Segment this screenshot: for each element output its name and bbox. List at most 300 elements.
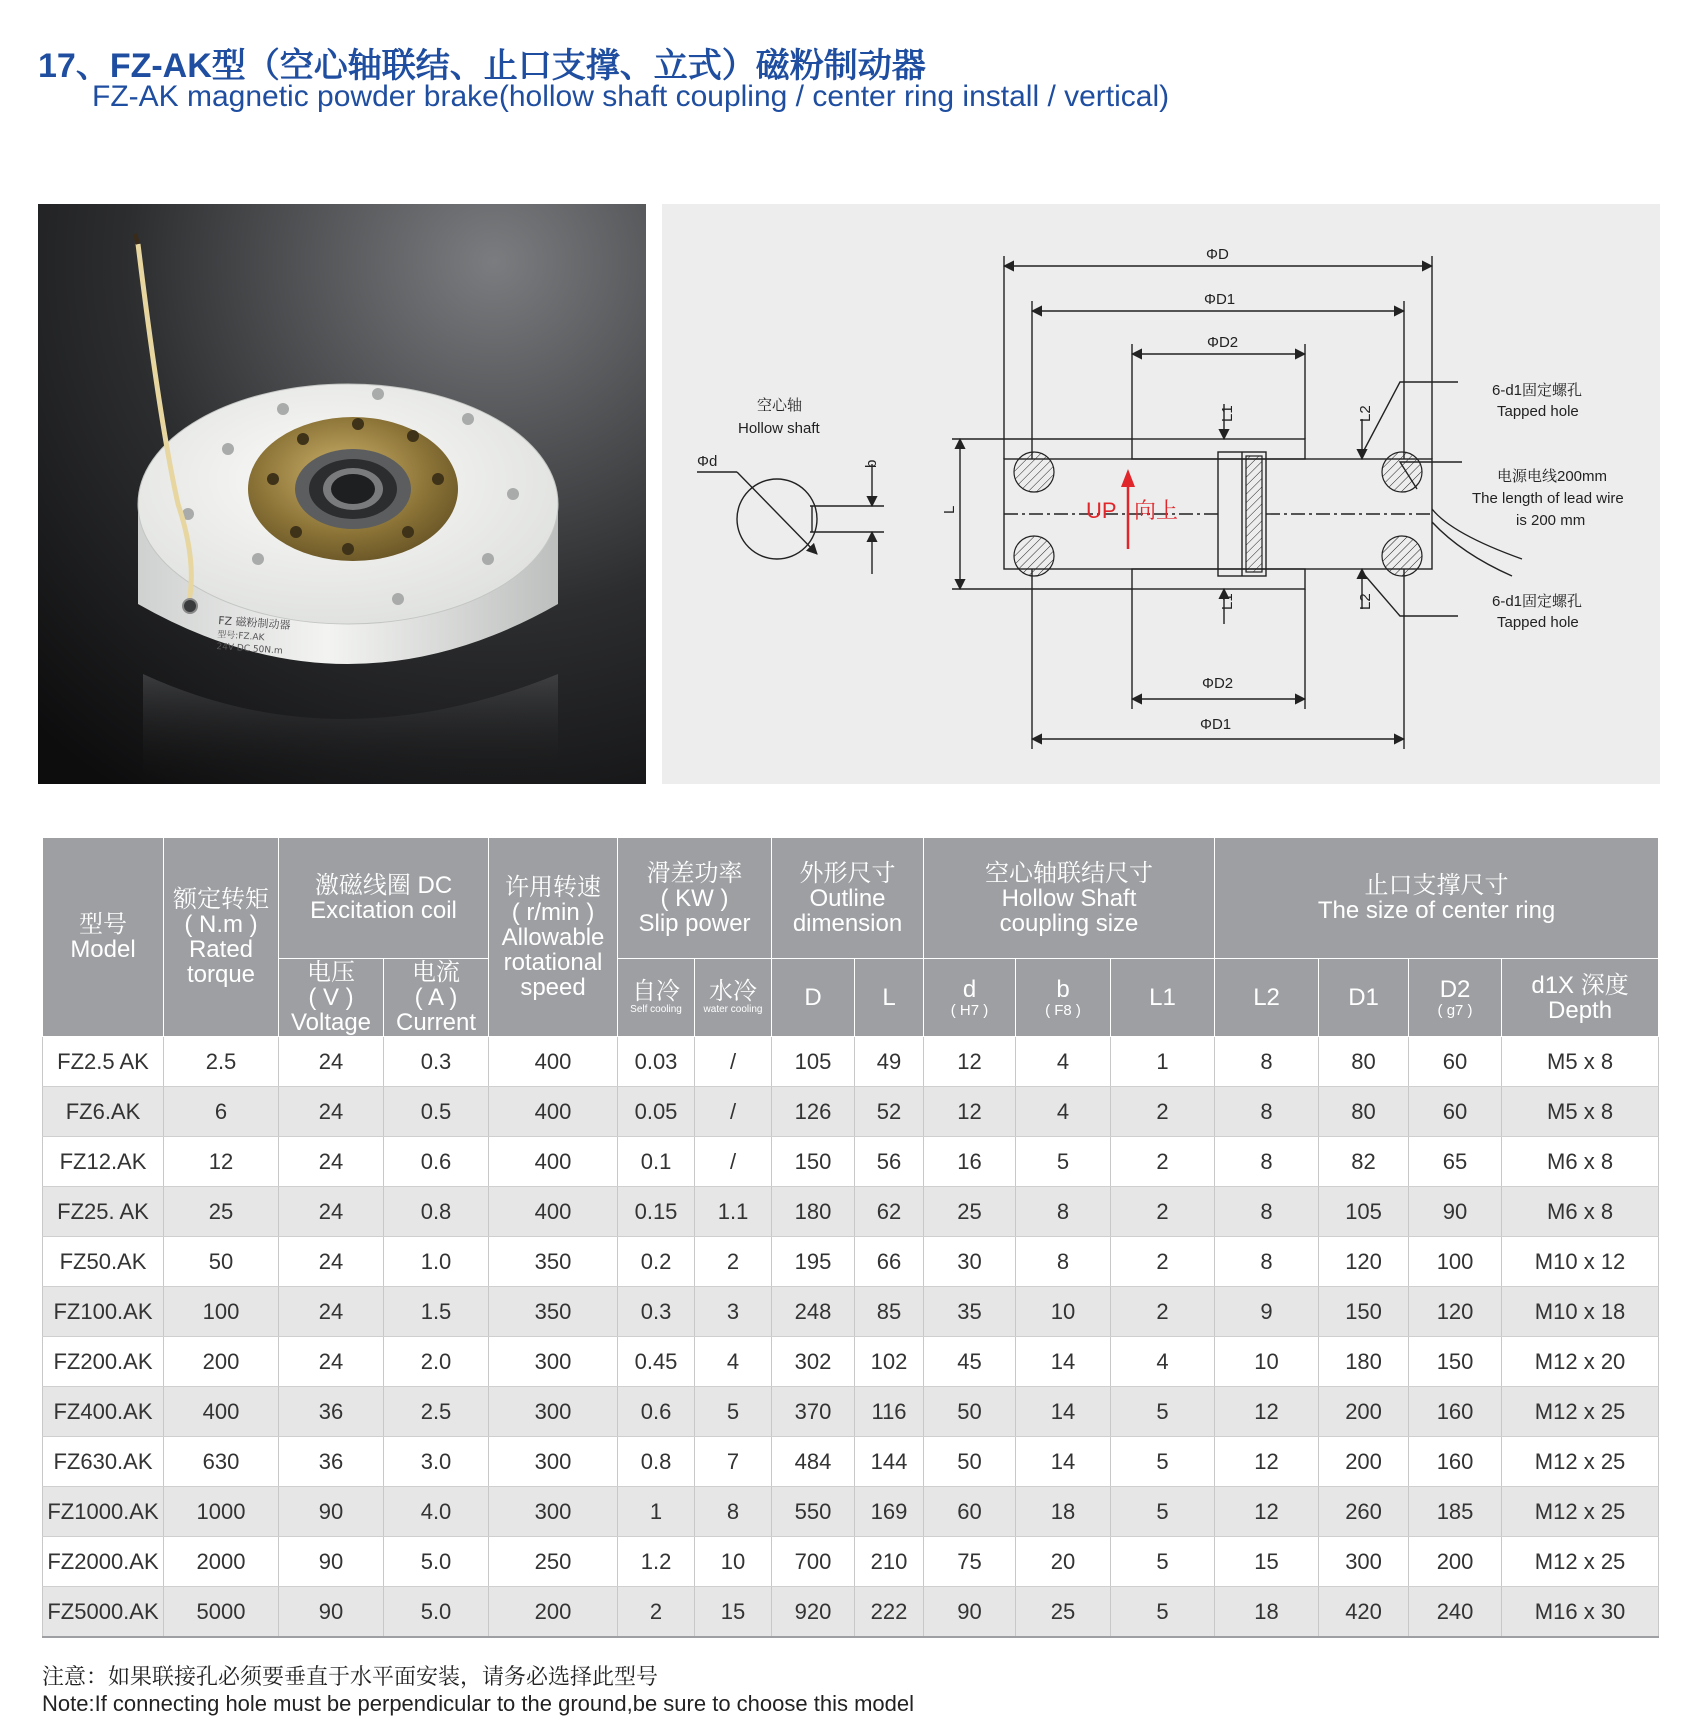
header-d-label: d <box>962 975 977 1003</box>
table-cell: 35 <box>924 1287 1016 1337</box>
header-L2: L2 <box>1215 959 1319 1037</box>
table-cell: 50 <box>924 1387 1016 1437</box>
header-self-cooling-cn: 自冷 <box>632 978 681 1005</box>
header-current-unit: ( A ) <box>414 984 458 1011</box>
table-row <box>43 1137 1659 1187</box>
dim-L2-bottom: L2 <box>1357 593 1374 610</box>
table-cell: 85 <box>855 1287 924 1337</box>
table-cell: 2 <box>1111 1137 1215 1187</box>
table-cell: 0.1 <box>618 1137 695 1187</box>
table-cell: 185 <box>1409 1487 1502 1537</box>
table-cell: 8 <box>1215 1187 1319 1237</box>
photo-label-line-3: 24V DC 50N.m <box>216 641 283 657</box>
table-cell: M12 x 25 <box>1502 1537 1659 1587</box>
table-cell: 0.15 <box>618 1187 695 1237</box>
table-cell: 180 <box>772 1187 855 1237</box>
dim-L1-bottom: L1 <box>1219 593 1236 610</box>
table-cell: 0.6 <box>618 1387 695 1437</box>
table-cell: 420 <box>1319 1587 1409 1638</box>
table-cell: FZ1000.AK <box>43 1487 164 1537</box>
page-title-cn: 17、FZ-AK型（空心轴联结、止口支撑、立式）磁粉制动器 <box>38 47 926 85</box>
table-cell: 8 <box>1215 1087 1319 1137</box>
table-cell: 0.5 <box>384 1087 489 1137</box>
table-cell: 10 <box>695 1537 772 1587</box>
table-cell: 90 <box>924 1587 1016 1638</box>
table-cell: 5 <box>1111 1437 1215 1487</box>
table-cell: 400 <box>489 1187 618 1237</box>
table-cell: 2 <box>695 1237 772 1287</box>
table-cell: 5 <box>1111 1537 1215 1587</box>
photo-label-line-2: 型号:FZ.AK <box>216 629 265 644</box>
header-self-cooling-en: Self cooling <box>630 1004 682 1015</box>
table-row <box>43 1587 1659 1638</box>
table-cell: 8 <box>695 1487 772 1537</box>
table-cell: 5 <box>695 1387 772 1437</box>
table-cell: M6 x 8 <box>1502 1187 1659 1237</box>
header-torque <box>164 838 279 1037</box>
table-cell: 116 <box>855 1387 924 1437</box>
header-current-en: Current <box>395 1009 477 1036</box>
table-cell: 484 <box>772 1437 855 1487</box>
table-cell: 400 <box>164 1387 279 1437</box>
table-cell: 12 <box>164 1137 279 1187</box>
header-b <box>1016 959 1111 1037</box>
table-cell: 49 <box>855 1037 924 1087</box>
table-cell: 222 <box>855 1587 924 1638</box>
table-cell: 1 <box>1111 1037 1215 1087</box>
table-cell: 3.0 <box>384 1437 489 1487</box>
table-cell: FZ2000.AK <box>43 1537 164 1587</box>
table-cell: 2000 <box>164 1537 279 1587</box>
header-voltage-unit: ( V ) <box>308 984 354 1011</box>
header-torque-en-2: torque <box>186 961 256 988</box>
header-d1-depth <box>1502 959 1659 1037</box>
header-water-cooling-cn: 水冷 <box>709 978 758 1005</box>
header-hollow-en-2: coupling size <box>999 909 1139 937</box>
table-cell: FZ400.AK <box>43 1387 164 1437</box>
table-cell: 100 <box>1409 1237 1502 1287</box>
dim-phi-d2-bottom: ΦD2 <box>1202 675 1234 692</box>
header-D2 <box>1409 959 1502 1037</box>
technical-drawing <box>662 204 1660 784</box>
table-cell: 4 <box>695 1337 772 1387</box>
hollow-shaft-cn: 空心轴 <box>757 397 803 414</box>
dim-phi-d2-top: ΦD2 <box>1207 334 1239 351</box>
table-cell: 90 <box>279 1487 384 1537</box>
header-hollow-cn: 空心轴联结尺寸 <box>985 859 1154 887</box>
hollow-shaft-en: Hollow shaft <box>738 420 820 437</box>
dim-L: L <box>941 505 958 514</box>
table-cell: 15 <box>695 1587 772 1638</box>
footnote-en: Note:If connecting hole must be perpendicular to the ground,be sure to choose this model <box>42 1691 914 1716</box>
table-cell: / <box>695 1037 772 1087</box>
header-speed <box>489 838 618 1037</box>
table-cell: 300 <box>489 1437 618 1487</box>
table-cell: 4 <box>1016 1087 1111 1137</box>
header-d <box>924 959 1016 1037</box>
table-cell: 300 <box>489 1487 618 1537</box>
dim-small-d: Φd <box>697 453 718 470</box>
table-cell: 4.0 <box>384 1487 489 1537</box>
table-cell: 1.1 <box>695 1187 772 1237</box>
table-cell: M6 x 8 <box>1502 1137 1659 1187</box>
header-L1: L1 <box>1111 959 1215 1037</box>
table-cell: 210 <box>855 1537 924 1587</box>
lead-wire-cn: 电源电线200mm <box>1497 468 1608 485</box>
table-cell: 120 <box>1409 1287 1502 1337</box>
header-D2-label: D2 <box>1439 975 1471 1003</box>
table-cell: 50 <box>924 1437 1016 1487</box>
table-cell: FZ6.AK <box>43 1087 164 1137</box>
table-cell: 5 <box>1016 1137 1111 1187</box>
table-cell: 14 <box>1016 1387 1111 1437</box>
table-cell: 300 <box>489 1337 618 1387</box>
footnote <box>42 1663 914 1717</box>
table-cell: / <box>695 1137 772 1187</box>
table-cell: 2 <box>1111 1237 1215 1287</box>
table-cell: M12 x 25 <box>1502 1487 1659 1537</box>
photo-label-line-1: FZ 磁粉制动器 <box>217 614 291 633</box>
table-cell: 8 <box>1215 1037 1319 1087</box>
table-cell: 82 <box>1319 1137 1409 1187</box>
table-cell: 1.0 <box>384 1237 489 1287</box>
header-coil <box>279 838 489 959</box>
table-cell: 150 <box>1409 1337 1502 1387</box>
table-cell: 5.0 <box>384 1587 489 1638</box>
header-b-tolerance: ( F8 ) <box>1045 1001 1081 1019</box>
header-ring <box>1215 838 1659 959</box>
table-cell: 16 <box>924 1137 1016 1187</box>
table-cell: 200 <box>164 1337 279 1387</box>
header-water-cooling <box>695 959 772 1037</box>
table-cell: 25 <box>924 1187 1016 1237</box>
table-cell: 2 <box>1111 1187 1215 1237</box>
table-cell: 250 <box>489 1537 618 1587</box>
header-current <box>384 959 489 1037</box>
table-cell: 150 <box>772 1137 855 1187</box>
table-cell: 30 <box>924 1237 1016 1287</box>
header-hollow-en-1: Hollow Shaft <box>1001 884 1137 912</box>
table-cell: 0.8 <box>384 1187 489 1237</box>
table-cell: M12 x 25 <box>1502 1387 1659 1437</box>
header-outline <box>772 838 924 959</box>
table-cell: 45 <box>924 1337 1016 1387</box>
table-cell: 18 <box>1215 1587 1319 1638</box>
table-cell: 60 <box>1409 1037 1502 1087</box>
table-cell: 80 <box>1319 1087 1409 1137</box>
table-cell: 10 <box>1016 1287 1111 1337</box>
table-cell: FZ25. AK <box>43 1187 164 1237</box>
table-cell: 370 <box>772 1387 855 1437</box>
header-speed-en-1: Allowable <box>501 923 605 951</box>
header-voltage-cn: 电压 <box>307 959 355 986</box>
up-label-cn: 向上 <box>1134 498 1179 523</box>
lead-wire-en-1: The length of lead wire <box>1472 490 1624 507</box>
table-cell: 36 <box>279 1387 384 1437</box>
table-row <box>43 1237 1659 1287</box>
table-cell: 126 <box>772 1087 855 1137</box>
table-cell: 25 <box>164 1187 279 1237</box>
table-cell: FZ12.AK <box>43 1137 164 1187</box>
table-cell: 400 <box>489 1137 618 1187</box>
header-D: D <box>772 959 855 1037</box>
table-cell: 100 <box>164 1287 279 1337</box>
table-cell: 15 <box>1215 1537 1319 1587</box>
table-cell: 18 <box>1016 1487 1111 1537</box>
table-row <box>43 1537 1659 1587</box>
table-cell: 300 <box>489 1387 618 1437</box>
table-cell: 65 <box>1409 1137 1502 1187</box>
table-cell: FZ5000.AK <box>43 1587 164 1638</box>
table-cell: 24 <box>279 1337 384 1387</box>
table-cell: 8 <box>1016 1237 1111 1287</box>
table-cell: 10 <box>1215 1337 1319 1387</box>
header-slip-cn: 滑差功率 <box>646 859 743 887</box>
table-cell: 14 <box>1016 1337 1111 1387</box>
table-cell: 5.0 <box>384 1537 489 1587</box>
tapped-hole-top-en: Tapped hole <box>1497 403 1579 420</box>
table-cell: 90 <box>279 1537 384 1587</box>
product-photo <box>38 204 646 784</box>
table-cell: 120 <box>1319 1237 1409 1287</box>
table-cell: FZ630.AK <box>43 1437 164 1487</box>
table-cell: 248 <box>772 1287 855 1337</box>
table-cell: 50 <box>164 1237 279 1287</box>
table-cell: M5 x 8 <box>1502 1037 1659 1087</box>
table-row <box>43 1287 1659 1337</box>
table-cell: 56 <box>855 1137 924 1187</box>
table-cell: 5 <box>1111 1587 1215 1638</box>
page-title-en: FZ-AK magnetic powder brake(hollow shaft coupling / center ring install / vertical) <box>92 80 1170 113</box>
table-cell: 1.2 <box>618 1537 695 1587</box>
table-cell: 90 <box>1409 1187 1502 1237</box>
table-cell: 105 <box>772 1037 855 1087</box>
table-cell: 0.45 <box>618 1337 695 1387</box>
table-cell: 400 <box>489 1087 618 1137</box>
header-model-en: Model <box>70 936 136 963</box>
header-voltage-en: Voltage <box>290 1009 372 1036</box>
table-cell: 920 <box>772 1587 855 1638</box>
header-speed-cn: 许用转速 <box>505 873 602 901</box>
table-cell: 200 <box>1319 1437 1409 1487</box>
table-cell: 0.6 <box>384 1137 489 1187</box>
table-cell: 4 <box>1016 1037 1111 1087</box>
table-cell: 150 <box>1319 1287 1409 1337</box>
table-cell: 0.3 <box>384 1037 489 1087</box>
header-outline-en-2: dimension <box>792 909 903 937</box>
table-row <box>43 1437 1659 1487</box>
table-cell: 2.5 <box>164 1037 279 1087</box>
table-cell: 75 <box>924 1537 1016 1587</box>
table-cell: 66 <box>855 1237 924 1287</box>
table-cell: 195 <box>772 1237 855 1287</box>
header-model-cn: 型号 <box>79 911 127 938</box>
table-cell: 2 <box>618 1587 695 1638</box>
table-cell: 90 <box>279 1587 384 1638</box>
table-cell: 20 <box>1016 1537 1111 1587</box>
table-cell: M12 x 25 <box>1502 1437 1659 1487</box>
table-cell: 1000 <box>164 1487 279 1537</box>
table-cell: 14 <box>1016 1437 1111 1487</box>
table-cell: 24 <box>279 1187 384 1237</box>
header-outline-cn: 外形尺寸 <box>799 859 896 887</box>
header-speed-en-3: speed <box>520 973 586 1001</box>
table-cell: 160 <box>1409 1437 1502 1487</box>
tapped-hole-top-cn: 6-d1固定螺孔 <box>1492 382 1583 399</box>
table-cell: 630 <box>164 1437 279 1487</box>
table-cell: 60 <box>1409 1087 1502 1137</box>
table-cell: 0.05 <box>618 1087 695 1137</box>
table-cell: 2.0 <box>384 1337 489 1387</box>
table-cell: 24 <box>279 1037 384 1087</box>
table-cell: 5 <box>1111 1387 1215 1437</box>
table-cell: 25 <box>1016 1587 1111 1638</box>
header-slip <box>618 838 772 959</box>
table-cell: 400 <box>489 1037 618 1087</box>
table-cell: 200 <box>1409 1537 1502 1587</box>
spec-table <box>42 837 1659 1638</box>
table-cell: 6 <box>164 1087 279 1137</box>
dim-L2-top: L2 <box>1357 405 1374 422</box>
table-cell: 160 <box>1409 1387 1502 1437</box>
table-cell: 200 <box>1319 1387 1409 1437</box>
header-torque-cn: 额定转矩 <box>173 886 269 913</box>
header-model <box>43 838 164 1037</box>
table-cell: / <box>695 1087 772 1137</box>
table-cell: 350 <box>489 1287 618 1337</box>
header-coil-en: Excitation coil <box>310 897 457 924</box>
table-cell: 302 <box>772 1337 855 1387</box>
table-cell: 8 <box>1215 1237 1319 1287</box>
footnote-cn: 注意：如果联接孔必须要垂直于水平面安装，请务必选择此型号 <box>42 1664 659 1689</box>
table-row <box>43 1037 1659 1087</box>
table-cell: 12 <box>1215 1437 1319 1487</box>
dim-phi-d: ΦD <box>1206 246 1229 263</box>
table-cell: 700 <box>772 1537 855 1587</box>
table-row <box>43 1187 1659 1237</box>
table-cell: 7 <box>695 1437 772 1487</box>
table-cell: 2 <box>1111 1287 1215 1337</box>
table-cell: 180 <box>1319 1337 1409 1387</box>
table-cell: 1.5 <box>384 1287 489 1337</box>
dim-b: b <box>863 459 880 468</box>
header-current-cn: 电流 <box>412 959 460 986</box>
table-cell: 2 <box>1111 1087 1215 1137</box>
table-cell: 8 <box>1215 1137 1319 1187</box>
dim-phi-d1-bottom: ΦD1 <box>1200 716 1232 733</box>
table-cell: 169 <box>855 1487 924 1537</box>
table-cell: M16 x 30 <box>1502 1587 1659 1638</box>
table-cell: 8 <box>1016 1187 1111 1237</box>
header-slip-en: Slip power <box>638 909 751 937</box>
table-cell: 36 <box>279 1437 384 1487</box>
table-cell: 1 <box>618 1487 695 1537</box>
table-row <box>43 1337 1659 1387</box>
table-cell: 2.5 <box>384 1387 489 1437</box>
table-cell: M12 x 20 <box>1502 1337 1659 1387</box>
table-cell: 5 <box>1111 1487 1215 1537</box>
header-d1-depth-cn: d1X 深度 <box>1531 971 1629 999</box>
table-cell: 80 <box>1319 1037 1409 1087</box>
header-hollow <box>924 838 1215 959</box>
header-L: L <box>855 959 924 1037</box>
table-cell: FZ100.AK <box>43 1287 164 1337</box>
table-cell: 9 <box>1215 1287 1319 1337</box>
header-water-cooling-en: water cooling <box>703 1004 763 1015</box>
table-cell: 24 <box>279 1287 384 1337</box>
table-cell: 12 <box>1215 1487 1319 1537</box>
table-cell: 3 <box>695 1287 772 1337</box>
spec-table-body <box>43 1037 1659 1638</box>
table-cell: 0.8 <box>618 1437 695 1487</box>
table-cell: 200 <box>489 1587 618 1638</box>
header-d1-depth-en: Depth <box>1548 996 1613 1024</box>
table-cell: FZ2.5 AK <box>43 1037 164 1087</box>
header-D2-tolerance: ( g7 ) <box>1437 1001 1473 1019</box>
header-torque-en-1: Rated <box>188 936 254 963</box>
table-cell: M5 x 8 <box>1502 1087 1659 1137</box>
table-cell: 5000 <box>164 1587 279 1638</box>
table-cell: 60 <box>924 1487 1016 1537</box>
table-cell: M10 x 12 <box>1502 1237 1659 1287</box>
table-row <box>43 1087 1659 1137</box>
table-cell: 0.2 <box>618 1237 695 1287</box>
table-cell: 300 <box>1319 1537 1409 1587</box>
dim-phi-d1-top: ΦD1 <box>1204 291 1236 308</box>
table-cell: 105 <box>1319 1187 1409 1237</box>
header-ring-en: The size of center ring <box>1317 897 1556 924</box>
header-torque-unit: ( N.m ) <box>184 911 258 938</box>
lead-wire-en-2: is 200 mm <box>1516 512 1586 529</box>
table-cell: 144 <box>855 1437 924 1487</box>
table-cell: 52 <box>855 1087 924 1137</box>
table-cell: 4 <box>1111 1337 1215 1387</box>
table-cell: 102 <box>855 1337 924 1387</box>
header-speed-unit: ( r/min ) <box>511 898 595 926</box>
table-cell: 260 <box>1319 1487 1409 1537</box>
table-cell: 12 <box>1215 1387 1319 1437</box>
header-d-tolerance: ( H7 ) <box>950 1001 989 1019</box>
table-row <box>43 1487 1659 1537</box>
table-cell: 12 <box>924 1087 1016 1137</box>
table-cell: 24 <box>279 1137 384 1187</box>
up-label: UP <box>1086 498 1117 523</box>
table-cell: 62 <box>855 1187 924 1237</box>
table-cell: 350 <box>489 1237 618 1287</box>
header-voltage <box>279 959 384 1037</box>
table-cell: 0.3 <box>618 1287 695 1337</box>
table-cell: FZ200.AK <box>43 1337 164 1387</box>
table-cell: 24 <box>279 1237 384 1287</box>
table-cell: 550 <box>772 1487 855 1537</box>
header-b-label: b <box>1056 975 1070 1003</box>
table-cell: 12 <box>924 1037 1016 1087</box>
header-ring-cn: 止口支撑尺寸 <box>1364 872 1509 899</box>
table-cell: FZ50.AK <box>43 1237 164 1287</box>
table-cell: 0.03 <box>618 1037 695 1087</box>
header-coil-cn: 激磁线圈 DC <box>314 872 453 899</box>
header-outline-en-1: Outline <box>809 884 886 912</box>
header-D1: D1 <box>1319 959 1409 1037</box>
table-row <box>43 1387 1659 1437</box>
header-speed-en-2: rotational <box>503 948 603 976</box>
header-self-cooling <box>618 959 695 1037</box>
tapped-hole-bottom-cn: 6-d1固定螺孔 <box>1492 593 1583 610</box>
table-cell: M10 x 18 <box>1502 1287 1659 1337</box>
dim-L1-top: L1 <box>1219 405 1236 422</box>
table-cell: 24 <box>279 1087 384 1137</box>
tapped-hole-bottom-en: Tapped hole <box>1497 614 1579 631</box>
